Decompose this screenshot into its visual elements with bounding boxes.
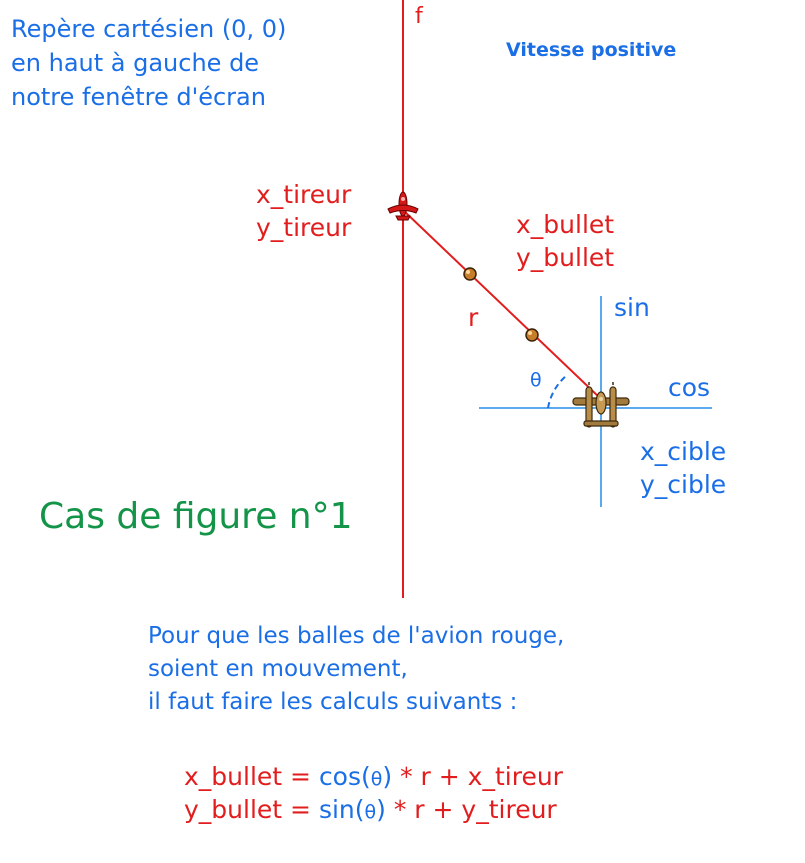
origin-note-line-2: en haut à gauche de xyxy=(11,49,260,77)
formula-x-rhs: * r + x_tireur xyxy=(392,762,563,791)
red-plane-icon xyxy=(388,192,418,220)
explanation-text xyxy=(148,620,564,719)
target-y-label: y_cible xyxy=(640,470,727,499)
case-title: Cas de figure n°1 xyxy=(39,496,353,537)
origin-note-line-3: notre fenêtre d'écran xyxy=(11,83,266,111)
theta-arc xyxy=(548,376,566,408)
formula-y-func: sin( xyxy=(318,795,365,824)
formula-x xyxy=(184,760,563,796)
formula-y-rhs: * r + y_tireur xyxy=(385,795,557,824)
formula-y-close: ) xyxy=(376,795,386,824)
r-label: r xyxy=(468,303,479,332)
speed-label: Vitesse positive xyxy=(506,39,677,61)
origin-note xyxy=(11,12,286,114)
shooter-label xyxy=(256,178,351,244)
formula-y xyxy=(184,793,557,829)
bullet-2 xyxy=(526,329,538,341)
origin-note-line-1: Repère cartésien (0, 0) xyxy=(11,15,287,43)
explanation-line-2: soient en mouvement, xyxy=(148,656,408,682)
theta-label: θ xyxy=(530,369,542,391)
formula-x-func: cos( xyxy=(318,762,371,791)
explanation-line-3: il faut faire les calculs suivants : xyxy=(148,689,518,715)
formula-x-close: ) xyxy=(382,762,393,791)
bullet-x-label: x_bullet xyxy=(516,210,615,239)
sin-label: sin xyxy=(614,293,650,322)
formula-y-lhs: y_bullet = xyxy=(184,795,319,824)
cos-label: cos xyxy=(668,373,711,402)
bullet-y-label: y_bullet xyxy=(516,243,615,272)
shooter-x-label: x_tireur xyxy=(256,180,352,209)
formula-x-lhs: x_bullet = xyxy=(184,762,319,791)
bullet-label xyxy=(516,208,614,274)
target-label xyxy=(640,435,726,501)
target-x-label: x_cible xyxy=(640,437,727,466)
formula-x-theta: θ xyxy=(370,768,383,790)
formula-y-theta: θ xyxy=(364,801,377,823)
bullet-1 xyxy=(464,268,476,280)
explanation-line-1: Pour que les balles de l'avion rouge, xyxy=(148,623,565,649)
shooter-y-label: y_tireur xyxy=(256,213,352,242)
f-axis-label: f xyxy=(415,4,423,29)
